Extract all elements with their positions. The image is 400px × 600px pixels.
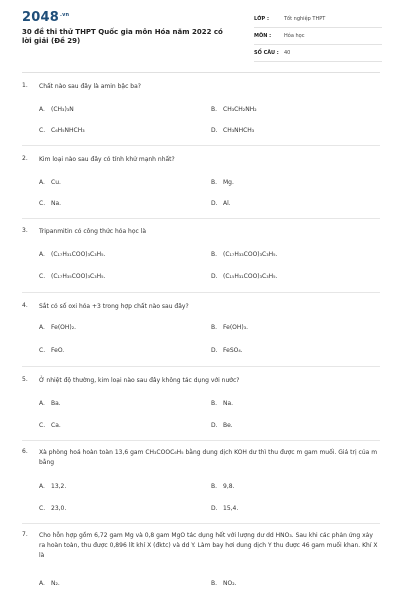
option-d[interactable] xyxy=(211,505,238,512)
page-header xyxy=(0,0,400,64)
option-key: D. xyxy=(211,422,218,429)
question-number: 2. xyxy=(22,155,28,162)
option-text: (C₁₇H₃₁COO)₃C₃H₅. xyxy=(51,251,106,258)
option-c[interactable] xyxy=(39,422,61,429)
question-divider xyxy=(22,218,380,219)
option-c[interactable] xyxy=(39,200,61,207)
option-text: FeO. xyxy=(51,347,65,354)
option-key: B. xyxy=(211,400,218,407)
question-number: 1. xyxy=(22,82,28,89)
site-logo[interactable]: $2048^{.vn}$ xyxy=(22,10,70,25)
question-number: 5. xyxy=(22,376,28,383)
option-key: A. xyxy=(39,179,45,186)
option-key: C. xyxy=(39,200,46,207)
option-key: B. xyxy=(211,179,218,186)
question-text: Cho hỗn hợp gồm 6,72 gam Mg và 0,8 gam MgO tác dụng hết với lượng dư dd HNO₃. Sau khi các phản ứng xảy ra hoàn toàn, thu được 0,896 lít khí X (đktc) và dd Y. Làm bay hơi dung dịch Y thu được 46 gam muối khan. Khí X là xyxy=(39,532,378,559)
option-c[interactable] xyxy=(39,505,66,512)
option-key: A. xyxy=(39,580,45,587)
option-key: B. xyxy=(211,580,218,587)
option-key: D. xyxy=(211,200,218,207)
option-key: A. xyxy=(39,324,45,331)
option-key: A. xyxy=(39,106,45,113)
meta-value: Hóa học xyxy=(284,33,305,39)
header-divider xyxy=(22,72,380,73)
option-key: D. xyxy=(211,127,218,134)
option-text: Ba. xyxy=(51,400,61,407)
option-text: Cu. xyxy=(51,179,61,186)
meta-row-class xyxy=(254,14,382,28)
option-text: Ca. xyxy=(51,422,61,429)
meta-value: Tốt nghiệp THPT xyxy=(284,16,326,22)
option-d[interactable] xyxy=(211,200,231,207)
option-key: D. xyxy=(211,347,218,354)
option-key: B. xyxy=(211,324,218,331)
option-a[interactable] xyxy=(39,179,61,186)
option-key: C. xyxy=(39,347,46,354)
option-text: Fe(OH)₃. xyxy=(223,324,249,331)
option-text: Fe(OH)₂. xyxy=(51,324,77,331)
option-key: B. xyxy=(211,483,218,490)
option-text: Na. xyxy=(51,200,62,207)
option-b[interactable] xyxy=(211,106,257,113)
option-text: CH₃NHCH₃ xyxy=(223,127,255,134)
option-key: C. xyxy=(39,273,46,280)
option-b[interactable] xyxy=(211,483,234,490)
option-text: 9,8. xyxy=(223,483,235,490)
option-text: (C₁₇H₃₅COO)₃C₃H₅. xyxy=(51,273,106,280)
option-text: FeSO₄. xyxy=(223,347,243,354)
option-text: Na. xyxy=(223,400,234,407)
question-text: Kim loại nào sau đây có tính khử mạnh nhất? xyxy=(39,156,175,163)
option-key: C. xyxy=(39,505,46,512)
question-number: 7. xyxy=(22,531,28,538)
option-text: (CH₃)₃N xyxy=(51,106,74,113)
option-d[interactable] xyxy=(211,422,233,429)
option-key: A. xyxy=(39,400,45,407)
option-b[interactable] xyxy=(211,179,234,186)
option-a[interactable] xyxy=(39,106,74,113)
question-divider xyxy=(22,145,380,146)
option-key: B. xyxy=(211,251,218,258)
option-text: CH₃CH₂NH₂ xyxy=(223,106,257,113)
option-key: B. xyxy=(211,106,218,113)
option-text: 23,0. xyxy=(51,505,67,512)
question-text: Chất nào sau đây là amin bậc ba? xyxy=(39,83,141,90)
option-text: Al. xyxy=(223,200,231,207)
meta-key: MÔN : xyxy=(254,33,272,39)
option-c[interactable] xyxy=(39,347,64,354)
question-divider xyxy=(22,292,380,293)
meta-row-question-count xyxy=(254,48,382,62)
option-text: Mg. xyxy=(223,179,234,186)
option-text: (C₁₇H₃₃COO)₃C₃H₅. xyxy=(223,251,278,258)
option-d[interactable] xyxy=(211,127,254,134)
meta-key: LỚP : xyxy=(254,16,269,22)
option-c[interactable] xyxy=(39,273,105,280)
option-a[interactable] xyxy=(39,251,105,258)
question-text: Ở nhiệt độ thường, kim loại nào sau đây không tác dụng với nước? xyxy=(39,377,240,384)
question-divider xyxy=(22,366,380,367)
option-a[interactable] xyxy=(39,483,66,490)
option-d[interactable] xyxy=(211,273,277,280)
option-key: D. xyxy=(211,505,218,512)
question-number: 6. xyxy=(22,448,28,455)
option-text: C₆H₅NHCH₃ xyxy=(51,127,85,134)
option-b[interactable] xyxy=(211,251,277,258)
option-text: Be. xyxy=(223,422,233,429)
option-text: 15,4. xyxy=(223,505,239,512)
option-b[interactable] xyxy=(211,580,237,587)
question-divider xyxy=(22,440,380,441)
question-text: Sắt có số oxi hóa +3 trong hợp chất nào sau đây? xyxy=(39,303,189,310)
question-text: Tripanmitin có công thức hóa học là xyxy=(39,228,147,235)
option-key: C. xyxy=(39,422,46,429)
option-a[interactable] xyxy=(39,324,76,331)
option-a[interactable] xyxy=(39,580,60,587)
question-divider xyxy=(22,523,380,524)
option-a[interactable] xyxy=(39,400,61,407)
option-text: N₂. xyxy=(51,580,60,587)
option-c[interactable] xyxy=(39,127,85,134)
exam-title: 30 đề thi thử THPT Quốc gia môn Hóa năm 2022 có lời giải (Đề 29) xyxy=(22,28,223,45)
option-text: 13,2. xyxy=(51,483,67,490)
option-text: NO₂. xyxy=(223,580,237,587)
option-d[interactable] xyxy=(211,347,243,354)
question-number: 4. xyxy=(22,302,28,309)
option-key: A. xyxy=(39,251,45,258)
exam-meta xyxy=(254,14,382,65)
option-key: C. xyxy=(39,127,46,134)
meta-row-subject xyxy=(254,31,382,45)
option-key: A. xyxy=(39,483,45,490)
option-text: (C₁₅H₃₁COO)₃C₃H₅. xyxy=(223,273,278,280)
option-b[interactable] xyxy=(211,400,233,407)
meta-value: 40 xyxy=(284,50,291,56)
option-b[interactable] xyxy=(211,324,248,331)
question-text: Xà phòng hoá hoàn toàn 13,6 gam CH₃COOC₆H₅ bằng dung dịch KOH dư thì thu được m gam muối. Giá trị của m bằng xyxy=(39,449,378,466)
option-key: D. xyxy=(211,273,218,280)
meta-key: SỐ CÂU : xyxy=(254,50,279,56)
logo-suffix: .vn xyxy=(59,12,70,18)
question-number: 3. xyxy=(22,227,28,234)
